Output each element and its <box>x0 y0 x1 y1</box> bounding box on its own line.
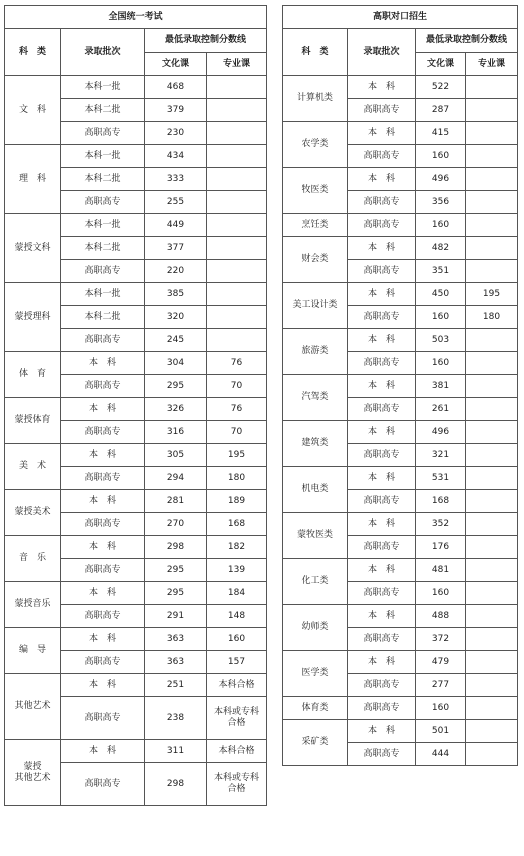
culture-score-cell: 160 <box>416 145 466 168</box>
culture-score-cell: 295 <box>145 559 207 582</box>
culture-score-cell: 450 <box>416 283 466 306</box>
batch-cell: 本 科 <box>348 605 416 628</box>
table-row <box>283 237 518 260</box>
culture-score-cell: 238 <box>145 697 207 740</box>
culture-score-cell: 356 <box>416 191 466 214</box>
major-score-cell <box>466 536 518 559</box>
category-cell: 体育类 <box>283 697 348 720</box>
culture-score-cell: 351 <box>416 260 466 283</box>
category-cell: 幼师类 <box>283 605 348 651</box>
category-cell: 建筑类 <box>283 421 348 467</box>
batch-cell: 高职高专 <box>61 559 145 582</box>
category-cell: 美工设计类 <box>283 283 348 329</box>
culture-score-cell: 479 <box>416 651 466 674</box>
major-score-cell: 70 <box>207 421 267 444</box>
batch-cell: 高职高专 <box>348 352 416 375</box>
culture-score-cell: 294 <box>145 467 207 490</box>
category-cell: 蒙授文科 <box>5 214 61 283</box>
table-row <box>5 352 267 375</box>
header-category: 科 类 <box>5 29 61 76</box>
batch-cell: 高职高专 <box>61 421 145 444</box>
category-cell: 理 科 <box>5 145 61 214</box>
table-title: 高职对口招生 <box>283 6 518 29</box>
table-row <box>5 582 267 605</box>
category-cell: 牧医类 <box>283 168 348 214</box>
category-cell: 采矿类 <box>283 720 348 766</box>
batch-cell: 本 科 <box>61 628 145 651</box>
category-cell: 化工类 <box>283 559 348 605</box>
culture-score-cell: 449 <box>145 214 207 237</box>
batch-cell: 高职高专 <box>348 260 416 283</box>
table-row <box>283 651 518 674</box>
category-cell: 其他艺术 <box>5 674 61 740</box>
category-cell: 蒙牧医类 <box>283 513 348 559</box>
culture-score-cell: 168 <box>416 490 466 513</box>
major-score-cell: 195 <box>466 283 518 306</box>
table-row <box>5 536 267 559</box>
culture-score-cell: 160 <box>416 214 466 237</box>
national-exam-table <box>4 5 267 806</box>
culture-score-cell: 291 <box>145 605 207 628</box>
major-score-cell: 76 <box>207 352 267 375</box>
culture-score-cell: 321 <box>416 444 466 467</box>
table-row <box>283 421 518 444</box>
table-row <box>283 122 518 145</box>
header-major: 专业课 <box>207 53 267 76</box>
culture-score-cell: 295 <box>145 582 207 605</box>
major-score-cell <box>207 191 267 214</box>
major-score-cell <box>207 329 267 352</box>
batch-cell: 高职高专 <box>61 605 145 628</box>
culture-score-cell: 176 <box>416 536 466 559</box>
culture-score-cell: 160 <box>416 582 466 605</box>
major-score-cell <box>207 306 267 329</box>
header-min-score: 最低录取控制分数线 <box>145 29 267 53</box>
category-cell: 编 导 <box>5 628 61 674</box>
batch-cell: 高职高专 <box>348 697 416 720</box>
batch-cell: 高职高专 <box>348 444 416 467</box>
table-row <box>283 697 518 720</box>
major-score-cell: 168 <box>207 513 267 536</box>
culture-score-cell: 501 <box>416 720 466 743</box>
culture-score-cell: 311 <box>145 740 207 763</box>
batch-cell: 高职高专 <box>61 513 145 536</box>
batch-cell: 本科二批 <box>61 99 145 122</box>
batch-cell: 高职高专 <box>348 674 416 697</box>
major-score-cell <box>466 99 518 122</box>
culture-score-cell: 160 <box>416 306 466 329</box>
category-cell: 音 乐 <box>5 536 61 582</box>
batch-cell: 本科二批 <box>61 237 145 260</box>
major-score-cell <box>466 697 518 720</box>
culture-score-cell: 415 <box>416 122 466 145</box>
major-score-cell <box>466 490 518 513</box>
major-score-cell <box>466 674 518 697</box>
batch-cell: 本 科 <box>348 651 416 674</box>
culture-score-cell: 287 <box>416 99 466 122</box>
major-score-cell <box>466 444 518 467</box>
category-cell: 旅游类 <box>283 329 348 375</box>
table-row <box>5 145 267 168</box>
header-row <box>283 29 518 53</box>
batch-cell: 高职高专 <box>348 490 416 513</box>
category-cell: 美 术 <box>5 444 61 490</box>
batch-cell: 本科一批 <box>61 283 145 306</box>
title-row <box>283 6 518 29</box>
table-row <box>283 329 518 352</box>
batch-cell: 本 科 <box>348 283 416 306</box>
category-cell: 财会类 <box>283 237 348 283</box>
batch-cell: 高职高专 <box>348 743 416 766</box>
batch-cell: 高职高专 <box>348 536 416 559</box>
table-row <box>5 283 267 306</box>
major-score-cell <box>466 191 518 214</box>
table-row <box>5 740 267 763</box>
category-cell: 蒙授体育 <box>5 398 61 444</box>
major-score-cell <box>466 352 518 375</box>
major-score-cell <box>466 743 518 766</box>
major-score-cell <box>466 582 518 605</box>
batch-cell: 高职高专 <box>348 306 416 329</box>
major-score-cell <box>466 467 518 490</box>
culture-score-cell: 363 <box>145 651 207 674</box>
header-category: 科 类 <box>283 29 348 76</box>
batch-cell: 本 科 <box>61 398 145 421</box>
culture-score-cell: 434 <box>145 145 207 168</box>
major-score-cell <box>466 329 518 352</box>
major-score-cell <box>466 237 518 260</box>
vocational-admission-table <box>282 5 518 766</box>
culture-score-cell: 503 <box>416 329 466 352</box>
major-score-cell <box>466 214 518 237</box>
major-score-cell: 148 <box>207 605 267 628</box>
category-cell: 计算机类 <box>283 76 348 122</box>
table-row <box>283 559 518 582</box>
major-score-cell <box>466 513 518 536</box>
category-cell: 体 育 <box>5 352 61 398</box>
batch-cell: 本 科 <box>348 375 416 398</box>
major-score-cell <box>466 145 518 168</box>
table-row <box>283 375 518 398</box>
major-score-cell <box>207 76 267 99</box>
culture-score-cell: 298 <box>145 536 207 559</box>
culture-score-cell: 481 <box>416 559 466 582</box>
major-score-cell <box>466 76 518 99</box>
batch-cell: 高职高专 <box>61 329 145 352</box>
batch-cell: 高职高专 <box>348 628 416 651</box>
major-score-cell <box>466 651 518 674</box>
major-score-cell: 139 <box>207 559 267 582</box>
major-score-cell <box>466 559 518 582</box>
table-title: 全国统一考试 <box>5 6 267 29</box>
batch-cell: 本 科 <box>348 467 416 490</box>
table-row <box>5 674 267 697</box>
batch-cell: 本 科 <box>348 168 416 191</box>
major-score-cell <box>466 375 518 398</box>
batch-cell: 高职高专 <box>61 697 145 740</box>
culture-score-cell: 230 <box>145 122 207 145</box>
major-score-cell <box>207 99 267 122</box>
table-row <box>283 605 518 628</box>
header-major: 专业课 <box>466 53 518 76</box>
major-score-cell: 157 <box>207 651 267 674</box>
major-score-cell <box>207 283 267 306</box>
culture-score-cell: 305 <box>145 444 207 467</box>
batch-cell: 高职高专 <box>61 260 145 283</box>
major-score-cell <box>466 168 518 191</box>
batch-cell: 本科二批 <box>61 306 145 329</box>
category-cell: 机电类 <box>283 467 348 513</box>
title-row <box>5 6 267 29</box>
major-score-cell <box>466 605 518 628</box>
batch-cell: 高职高专 <box>61 651 145 674</box>
category-cell: 蒙授音乐 <box>5 582 61 628</box>
major-score-cell <box>466 398 518 421</box>
culture-score-cell: 333 <box>145 168 207 191</box>
culture-score-cell: 385 <box>145 283 207 306</box>
batch-cell: 本 科 <box>61 536 145 559</box>
batch-cell: 本 科 <box>61 490 145 513</box>
batch-cell: 本科一批 <box>61 145 145 168</box>
table-row <box>5 490 267 513</box>
major-score-cell <box>207 237 267 260</box>
header-culture: 文化课 <box>416 53 466 76</box>
major-score-cell: 195 <box>207 444 267 467</box>
batch-cell: 高职高专 <box>348 582 416 605</box>
major-score-cell <box>466 720 518 743</box>
culture-score-cell: 270 <box>145 513 207 536</box>
batch-cell: 本 科 <box>348 237 416 260</box>
culture-score-cell: 261 <box>416 398 466 421</box>
culture-score-cell: 245 <box>145 329 207 352</box>
category-cell: 汽驾类 <box>283 375 348 421</box>
culture-score-cell: 372 <box>416 628 466 651</box>
batch-cell: 本 科 <box>348 559 416 582</box>
culture-score-cell: 160 <box>416 697 466 720</box>
batch-cell: 本 科 <box>61 674 145 697</box>
major-score-cell <box>207 214 267 237</box>
table-row <box>5 214 267 237</box>
culture-score-cell: 496 <box>416 421 466 444</box>
batch-cell: 本 科 <box>348 421 416 444</box>
table-row <box>283 168 518 191</box>
culture-score-cell: 316 <box>145 421 207 444</box>
major-score-cell: 70 <box>207 375 267 398</box>
table-row <box>5 628 267 651</box>
major-score-cell <box>207 122 267 145</box>
culture-score-cell: 277 <box>416 674 466 697</box>
major-score-cell: 180 <box>207 467 267 490</box>
table-row <box>5 398 267 421</box>
major-score-cell: 180 <box>466 306 518 329</box>
table-row <box>5 444 267 467</box>
batch-cell: 高职高专 <box>61 467 145 490</box>
major-score-cell <box>466 260 518 283</box>
batch-cell: 本 科 <box>61 444 145 467</box>
culture-score-cell: 352 <box>416 513 466 536</box>
batch-cell: 高职高专 <box>61 122 145 145</box>
batch-cell: 本科一批 <box>61 76 145 99</box>
major-score-cell <box>207 145 267 168</box>
culture-score-cell: 304 <box>145 352 207 375</box>
table-row <box>283 214 518 237</box>
batch-cell: 高职高专 <box>348 191 416 214</box>
culture-score-cell: 381 <box>416 375 466 398</box>
culture-score-cell: 468 <box>145 76 207 99</box>
batch-cell: 本 科 <box>61 740 145 763</box>
culture-score-cell: 281 <box>145 490 207 513</box>
batch-cell: 本 科 <box>348 122 416 145</box>
table-row <box>283 467 518 490</box>
header-batch: 录取批次 <box>61 29 145 76</box>
culture-score-cell: 482 <box>416 237 466 260</box>
culture-score-cell: 326 <box>145 398 207 421</box>
major-score-cell <box>466 421 518 444</box>
culture-score-cell: 488 <box>416 605 466 628</box>
category-cell: 农学类 <box>283 122 348 168</box>
major-score-cell <box>207 260 267 283</box>
major-score-cell <box>207 168 267 191</box>
culture-score-cell: 320 <box>145 306 207 329</box>
batch-cell: 本 科 <box>348 513 416 536</box>
category-cell: 蒙授 其他艺术 <box>5 740 61 806</box>
batch-cell: 高职高专 <box>348 99 416 122</box>
batch-cell: 本 科 <box>61 582 145 605</box>
category-cell: 蒙授理科 <box>5 283 61 352</box>
header-min-score: 最低录取控制分数线 <box>416 29 518 53</box>
batch-cell: 本科二批 <box>61 168 145 191</box>
major-score-cell: 本科或专科 合格 <box>207 697 267 740</box>
major-score-cell: 本科或专科 合格 <box>207 763 267 806</box>
table-row <box>283 283 518 306</box>
major-score-cell: 76 <box>207 398 267 421</box>
batch-cell: 高职高专 <box>61 763 145 806</box>
table-row <box>283 513 518 536</box>
header-row <box>5 29 267 53</box>
batch-cell: 本科一批 <box>61 214 145 237</box>
culture-score-cell: 295 <box>145 375 207 398</box>
batch-cell: 高职高专 <box>348 214 416 237</box>
table-row <box>283 76 518 99</box>
category-cell: 医学类 <box>283 651 348 697</box>
major-score-cell: 160 <box>207 628 267 651</box>
header-batch: 录取批次 <box>348 29 416 76</box>
category-cell: 文 科 <box>5 76 61 145</box>
batch-cell: 本 科 <box>348 720 416 743</box>
culture-score-cell: 363 <box>145 628 207 651</box>
culture-score-cell: 379 <box>145 99 207 122</box>
batch-cell: 高职高专 <box>61 375 145 398</box>
major-score-cell: 本科合格 <box>207 740 267 763</box>
batch-cell: 本 科 <box>348 329 416 352</box>
culture-score-cell: 160 <box>416 352 466 375</box>
major-score-cell: 本科合格 <box>207 674 267 697</box>
category-cell: 烹饪类 <box>283 214 348 237</box>
batch-cell: 高职高专 <box>348 145 416 168</box>
major-score-cell: 189 <box>207 490 267 513</box>
major-score-cell: 184 <box>207 582 267 605</box>
major-score-cell <box>466 628 518 651</box>
culture-score-cell: 251 <box>145 674 207 697</box>
culture-score-cell: 496 <box>416 168 466 191</box>
culture-score-cell: 220 <box>145 260 207 283</box>
table-row <box>5 76 267 99</box>
category-cell: 蒙授美术 <box>5 490 61 536</box>
culture-score-cell: 444 <box>416 743 466 766</box>
culture-score-cell: 377 <box>145 237 207 260</box>
culture-score-cell: 298 <box>145 763 207 806</box>
culture-score-cell: 531 <box>416 467 466 490</box>
batch-cell: 本 科 <box>348 76 416 99</box>
batch-cell: 高职高专 <box>348 398 416 421</box>
major-score-cell: 182 <box>207 536 267 559</box>
header-culture: 文化课 <box>145 53 207 76</box>
batch-cell: 高职高专 <box>61 191 145 214</box>
major-score-cell <box>466 122 518 145</box>
batch-cell: 本 科 <box>61 352 145 375</box>
culture-score-cell: 522 <box>416 76 466 99</box>
culture-score-cell: 255 <box>145 191 207 214</box>
table-row <box>283 720 518 743</box>
